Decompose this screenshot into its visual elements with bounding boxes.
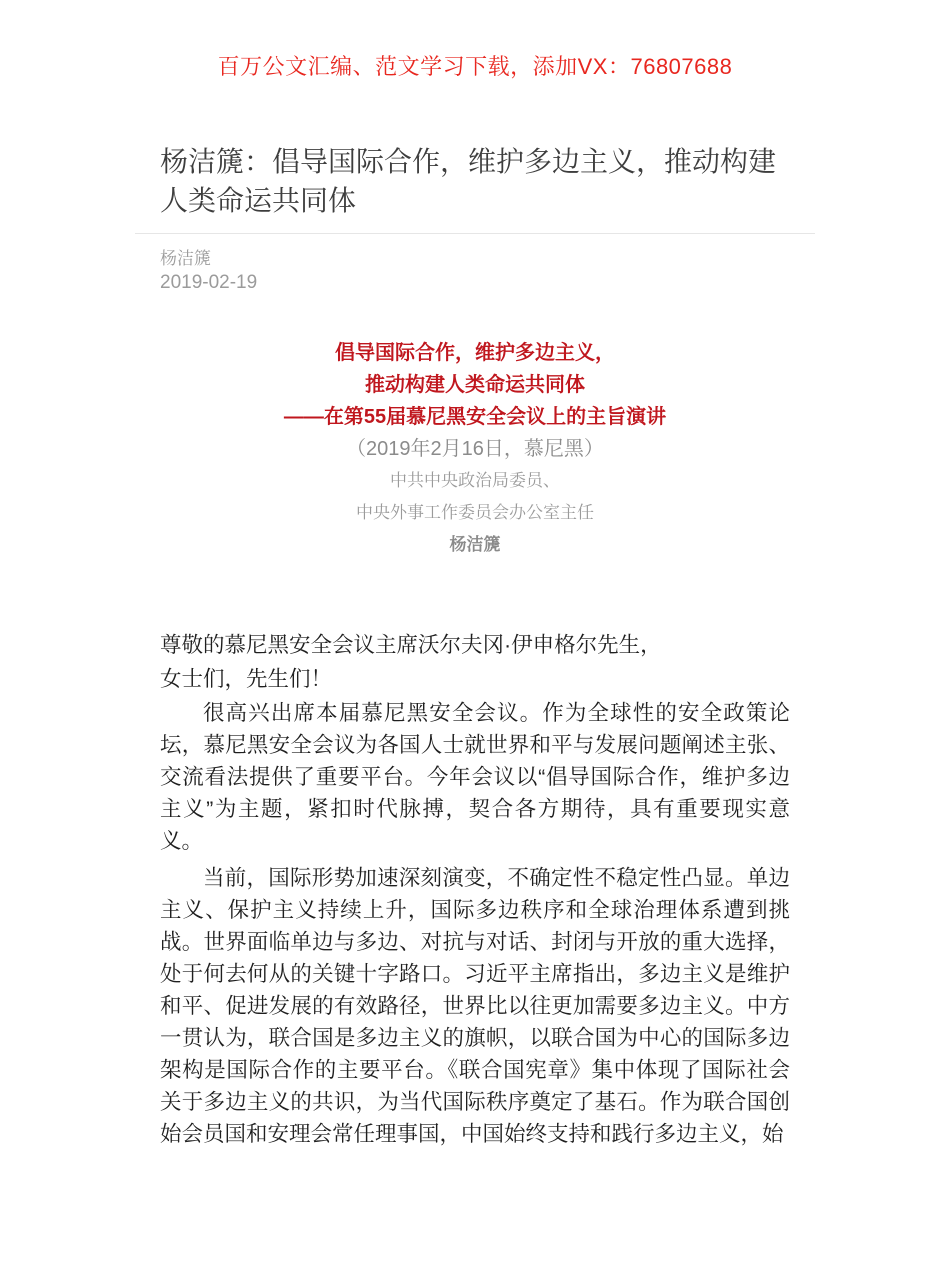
title-divider: [135, 233, 815, 234]
article-meta: [135, 247, 815, 295]
speech-header: [135, 337, 815, 561]
speaker-name: 杨洁篪: [449, 535, 501, 554]
promo-banner: 百万公文汇编、范文学习下载，添加VX：76807688: [217, 54, 733, 79]
speech-body: [135, 629, 815, 1150]
speech-title-line-2: 推动构建人类命运共同体: [365, 374, 585, 396]
article-title: 杨洁篪：倡导国际合作，维护多边主义，推动构建人类命运共同体: [160, 146, 777, 216]
publish-date: 2019-02-19: [160, 272, 258, 293]
speech-subtitle-line: ——在第55届慕尼黑安全会议上的主旨演讲: [283, 406, 667, 428]
greeting-line-2: 女士们，先生们！: [160, 667, 333, 691]
body-paragraph-2: 当前，国际形势加速深刻演变，不确定性不稳定性凸显。单边主义、保护主义持续上升，国际多边秩序和全球治理体系遭到挑战。世界面临单边与多边、对抗与对话、封闭与开放的重大选择，处于何去何从的关键十字路口。习近平主席指出，多边主义是维护和平、促进发展的有效路径，世界比以往更加需要多边主义。中方一贯认为，联合国是多边主义的旗帜，以联合国为中心的国际多边架构是国际合作的主要平台。《联合国宪章》集中体现了国际社会关于多边主义的共识，为当代国际秩序奠定了基石。作为联合国创始会员国和安理会常任理事国，中国始终支持和践行多边主义，始: [160, 866, 790, 1146]
speech-title-line-1: 倡导国际合作，维护多边主义，: [335, 342, 615, 364]
author-name: 杨洁篪: [160, 249, 211, 268]
speaker-title-line-1: 中共中央政治局委员、: [390, 471, 560, 490]
speaker-title-line-2: 中央外事工作委员会办公室主任: [356, 503, 594, 522]
speech-date-location: （2019年2月16日，慕尼黑）: [346, 438, 604, 460]
greeting-line-1: 尊敬的慕尼黑安全会议主席沃尔夫冈·伊申格尔先生，: [160, 633, 662, 657]
body-paragraph-1: 很高兴出席本届慕尼黑安全会议。作为全球性的安全政策论坛，慕尼黑安全会议为各国人士就世界和平与发展问题阐述主张、交流看法提供了重要平台。今年会议以“倡导国际合作，维护多边主义”为主题，紧扣时代脉搏，契合各方期待，具有重要现实意义。: [160, 701, 790, 853]
article: [135, 142, 815, 1150]
